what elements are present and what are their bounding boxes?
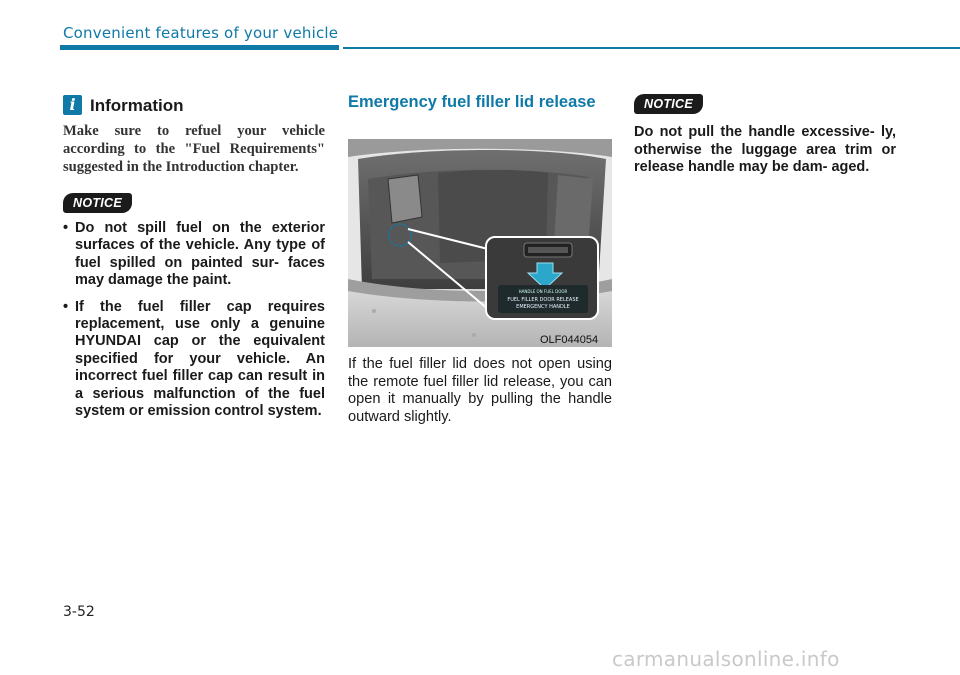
figure-label-line2: EMERGENCY HANDLE [516,304,570,310]
bullet-dot: • [63,220,69,236]
figure-caption: OLF044054 [540,334,599,346]
header-rule-thin [343,47,960,49]
list-item-text: If the fuel filler cap requires replacement, use only a genuine HYUNDAI cap or the equivalent specified for your vehicle. An incorrect fuel filler cap can result in a serious malfunction of the fuel system or emission control system. [75,298,325,420]
page-number: 3-52 [63,604,95,620]
notice-badge-left: NOTICE [63,193,132,213]
trunk-illustration-svg [348,139,612,347]
notice-badge-right: NOTICE [634,94,703,114]
trunk-illustration [348,139,612,347]
bullet-dot: • [63,298,69,315]
header-rule-thick [60,45,339,50]
watermark: carmanualsonline.info [612,647,840,671]
information-body: Make sure to refuel your vehicle according to the "Fuel Requirements" suggested in the Introduction chapter. [63,123,325,175]
notice-right-body: Do not pull the handle excessive- ly, otherwise the luggage area trim or release handle may be dam- aged. [634,124,896,176]
info-icon: i [63,95,82,115]
figure-label-line1: FUEL FILLER DOOR RELEASE [507,297,579,303]
list-item-text: Do not spill fuel on the exterior surfaces of the vehicle. Any type of fuel spilled on painted sur- faces may damage the paint. [75,220,325,289]
figure-label-top: HANDLE ON FUEL DOOR [518,289,568,294]
list-item [63,299,325,421]
emergency-release-body: If the fuel filler lid does not open using the remote fuel filler lid release, you can open it manually by pulling the handle outward slightly. [348,356,612,425]
section-header-title: Convenient features of your vehicle [63,24,339,42]
information-heading: Information [90,96,184,115]
notice-list [63,220,325,429]
emergency-release-heading: Emergency fuel filler lid release [348,93,596,111]
list-item [63,220,325,290]
